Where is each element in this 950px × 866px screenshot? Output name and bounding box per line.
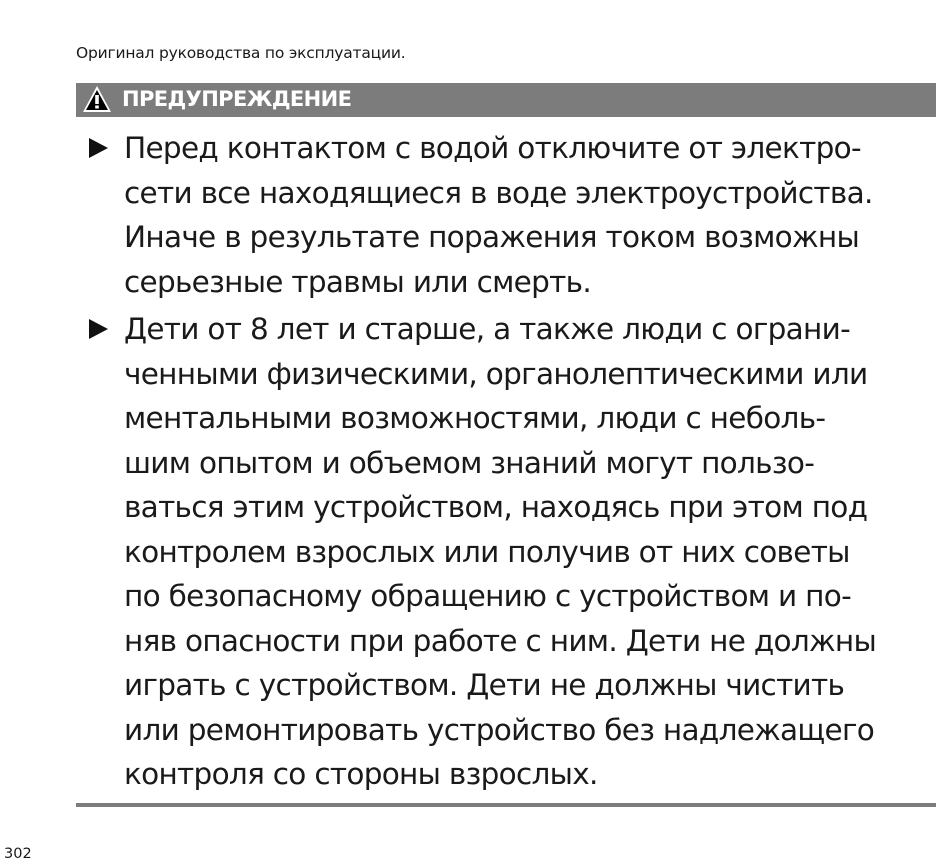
bullet-triangle-icon (86, 314, 112, 344)
text-line: сети все находящиеся в воде электроустройства. (124, 175, 873, 210)
text-line: по безопасному обращению с устройством и по- (124, 579, 852, 613)
text-line: шим опытом и объемом знаний могут пользо- (124, 445, 815, 480)
text-line: ментальными возможностями, люди с неболь- (124, 401, 826, 435)
text-line: играть с устройством. Дети не должны чистить (124, 668, 845, 702)
text-line: ваться этим устройством, находясь при этом под (124, 490, 868, 524)
header-note: Оригинал руководства по эксплуатации. (76, 44, 406, 62)
text-line: серьезные травмы или смерть. (124, 264, 591, 299)
text-line: Перед контактом с водой отключите от электро- (124, 131, 861, 165)
page-number: 302 (4, 846, 32, 862)
warning-item-1 (124, 126, 873, 304)
text-line: няв опасности при работе с ним. Дети не должны (124, 623, 877, 658)
text-line: контролем взрослых или получив от них советы (124, 534, 850, 569)
bullet-triangle-icon (86, 133, 112, 163)
text-line: Иначе в результате поражения током возможны (124, 220, 860, 254)
text-line: контроля со стороны взрослых. (124, 757, 598, 791)
text-line: или ремонтировать устройство без надлежащего (124, 712, 875, 747)
bottom-divider (76, 803, 936, 807)
warning-item-2 (124, 307, 876, 797)
warning-triangle-icon (82, 85, 112, 113)
warning-title: ПРЕДУПРЕЖДЕНИЕ (122, 87, 352, 111)
warning-header-bar (76, 83, 936, 117)
text-line: ченными физическими, органолептическими или (124, 356, 868, 391)
text-line: Дети от 8 лет и старше, а также люди с ограни- (124, 312, 851, 346)
